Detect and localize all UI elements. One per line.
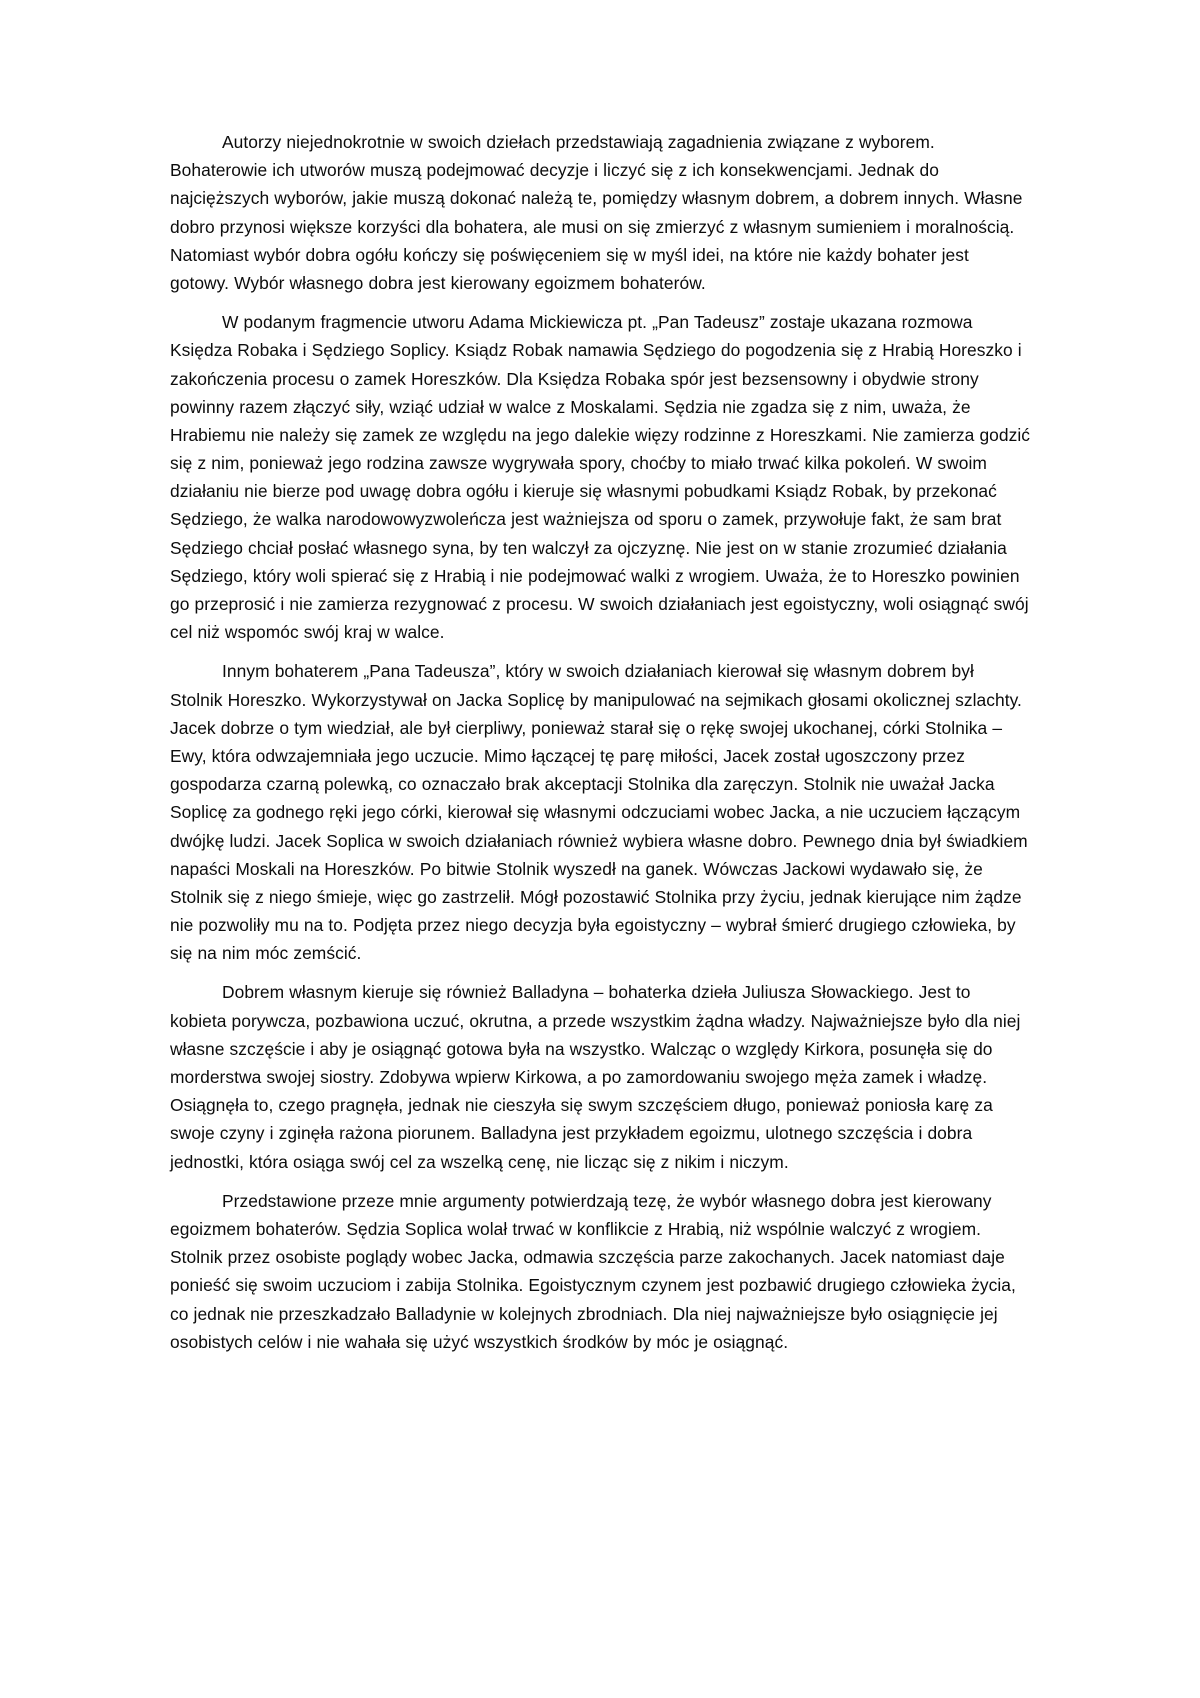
paragraph-stolnik-horeszko: Innym bohaterem „Pana Tadeusza”, który w swoich działaniach kierował się własnym dobrem był Stolnik Horeszko. Wykorzystywał on Jacka Soplicę by manipulować na sejmikach głosami okolicznej szlachty. Jacek dobrze o tym wiedział, ale był cierpliwy, ponieważ starał się o rękę swojej ukochanej, córki Stolnika – Ewy, która odwzajemniała jego uczucie. Mimo łączącej tę parę miłości, Jacek został ugoszczony przez gospodarza czarną polewką, co oznaczało brak akceptacji Stolnika dla zaręczyn. Stolnik nie uważał Jacka Soplicę za godnego ręki jego córki, kierował się własnymi odczuciami wobec Jacka, a nie uczuciem łączącym dwójkę ludzi. Jacek Soplica w swoich działaniach również wybiera własne dobro. Pewnego dnia był świadkiem napaści Moskali na Horeszków. Po bitwie Stolnik wyszedł na ganek. Wówczas Jackowi wydawało się, że Stolnik się z niego śmieje, więc go zastrzelił. Mógł pozostawić Stolnika przy życiu, jednak kierujące nim żądze nie pozwoliły mu na to. Podjęta przez niego decyzja była egoistyczny – wybrał śmierć drugiego człowieka, by się na nim móc zemścić. — [170, 661, 1028, 964]
paragraph-intro: Autorzy niejednokrotnie w swoich dziełach przedstawiają zagadnienia związane z wyborem. Bohaterowie ich utworów muszą podejmować decyzje i liczyć się z ich konsekwencjami. Jednak do najcięższych wyborów, jakie muszą dokonać należą te, pomiędzy własnym dobrem, a dobrem innych. Własne dobro przynosi większe korzyści dla bohatera, ale musi on się zmierzyć z własnym sumieniem i moralnością. Natomiast wybór dobra ogółu kończy się poświęceniem się w myśl idei, na które nie każdy bohater jest gotowy. Wybór własnego dobra jest kierowany egoizmem bohaterów. — [170, 132, 1023, 293]
paragraph-pan-tadeusz-robak: W podanym fragmencie utworu Adama Mickiewicza pt. „Pan Tadeusz” zostaje ukazana rozmowa Księdza Robaka i Sędziego Soplicy. Ksiądz Robak namawia Sędziego do pogodzenia się z Hrabią Horeszko i zakończenia procesu o zamek Horeszków. Dla Księdza Robaka spór jest bezsensowny i obydwie strony powinny razem złączyć siły, wziąć udział w walce z Moskalami. Sędzia nie zgadza się z nim, uważa, że Hrabiemu nie należy się zamek ze względu na jego dalekie więzy rodzinne z Horeszkami. Nie zamierza godzić się z nim, ponieważ jego rodzina zawsze wygrywała spory, choćby to miało trwać kilka pokoleń. W swoim działaniu nie bierze pod uwagę dobra ogółu i kieruje się własnymi pobudkami Ksiądz Robak, by przekonać Sędziego, że walka narodowowyzwoleńcza jest ważniejsza od sporu o zamek, przywołuje fakt, że sam brat Sędziego chciał posłać własnego syna, by ten walczył za ojczyznę. Nie jest on w stanie zrozumieć działania Sędziego, który woli spierać się z Hrabią i nie podejmować walki z wrogiem. Uważa, że to Horeszko powinien go przeprosić i nie zamierza rezygnować z procesu. W swoich działaniach jest egoistyczny, woli osiągnąć swój cel niż wspomóc swój kraj w walce. — [170, 312, 1031, 643]
document-body — [170, 128, 1030, 1356]
paragraph-balladyna: Dobrem własnym kieruje się również Balladyna – bohaterka dzieła Juliusza Słowackiego. Jest to kobieta porywcza, pozbawiona uczuć, okrutna, a przede wszystkim żądna władzy. Najważniejsze było dla niej własne szczęście i aby je osiągnąć gotowa była na wszystko. Walcząc o względy Kirkora, posunęła się do morderstwa swojej siostry. Zdobywa wpierw Kirkowa, a po zamordowaniu swojego męża zamek i władzę. Osiągnęła to, czego pragnęła, jednak nie cieszyła się swym szczęściem długo, ponieważ poniosła karę za swoje czyny i zginęła rażona piorunem. Balladyna jest przykładem egoizmu, ulotnego szczęścia i dobra jednostki, która osiąga swój cel za wszelką cenę, nie licząc się z nikim i niczym. — [170, 982, 1021, 1172]
paragraph-conclusion: Przedstawione przeze mnie argumenty potwierdzają tezę, że wybór własnego dobra jest kierowany egoizmem bohaterów. Sędzia Soplica wolał trwać w konflikcie z Hrabią, niż wspólnie walczyć z wrogiem. Stolnik przez osobiste poglądy wobec Jacka, odmawia szczęścia parze zakochanych. Jacek natomiast daje ponieść się swoim uczuciom i zabija Stolnika. Egoistycznym czynem jest pozbawić drugiego człowieka życia, co jednak nie przeszkadzało Balladynie w kolejnych zbrodniach. Dla niej najważniejsze było osiągnięcie jej osobistych celów i nie wahała się użyć wszystkich środków by móc je osiągnąć. — [170, 1190, 1016, 1352]
